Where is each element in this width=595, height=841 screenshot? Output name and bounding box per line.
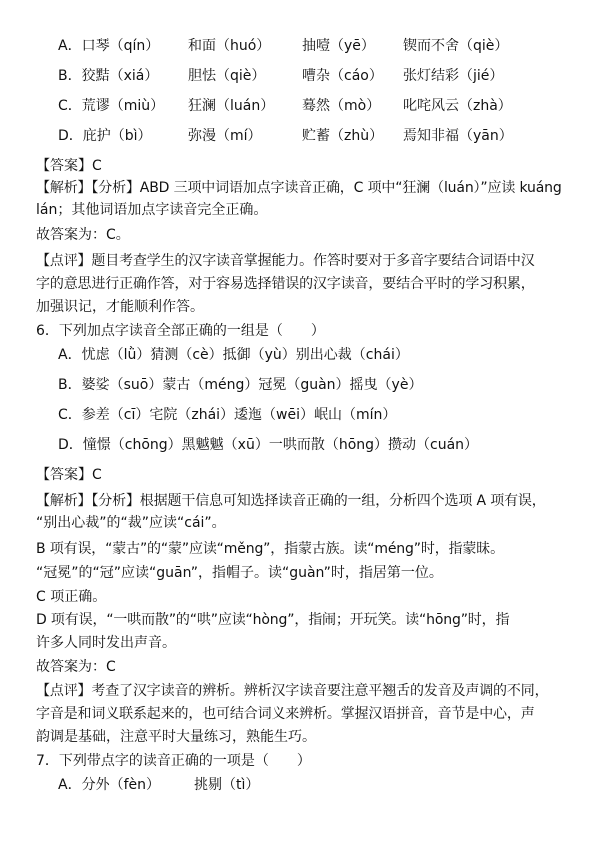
q5-c-item-1: C．荒谬（miù） — [58, 98, 165, 114]
q6-option-b: B．婆娑（suō）蒙古（méng）冠冕（guàn）摇曳（yè） — [58, 377, 423, 393]
q6-analysis-line-6: D 项有误，“一哄而散”的“哄”应读“hòng”，指闹；开玩笑。读“hōng”时，指 — [36, 612, 510, 628]
q5-b-item-2: 胆怯（qiè） — [188, 68, 266, 84]
q7-question: 7．下列带点字的读音正确的一项是（ ） — [36, 753, 311, 769]
q6-analysis-line-5: C 项正确。 — [36, 589, 107, 605]
q6-question: 6．下列加点字读音全部正确的一组是（ ） — [36, 323, 325, 339]
q7-a-item-1: A．分外（fèn） — [58, 777, 160, 793]
q6-comment-line-2: 字音是和词义联系起来的，也可结合词义来辨析。掌握汉语拼音，音节是中心，声 — [36, 706, 535, 722]
q5-analysis-line-1: 【解析】【分析】ABD 三项中词语加点字读音正确，C 项中“狂澜（luán）”应读 kuáng — [36, 180, 562, 196]
q7-a-item-2: 挑剔（tì） — [194, 777, 260, 793]
q6-option-a: A．忧虑（lǜ）猜测（cè）抵御（yù）别出心裁（chái） — [58, 347, 409, 363]
q5-b-item-3: 嘈杂（cáo） — [302, 68, 383, 84]
q5-comment-line-3: 加强识记，才能顺利作答。 — [36, 299, 204, 315]
q5-b-item-4: 张灯结彩（jié） — [403, 68, 504, 84]
q6-conclusion: 故答案为：C — [36, 659, 116, 675]
q5-analysis-line-2: lán；其他词语加点字读音完全正确。 — [36, 202, 268, 218]
q6-comment-line-1: 【点评】考查了汉字读音的辨析。辨析汉字读音要注意平翘舌的发音及声调的不同， — [36, 683, 549, 699]
q5-comment-line-2: 字的意思进行正确作答，对于容易选择错误的汉字读音，要结合平时的学习积累， — [36, 276, 535, 292]
q5-b-item-1: B．狡黠（xiá） — [58, 68, 159, 84]
q5-a-item-4: 锲而不舍（qiè） — [403, 38, 509, 54]
q6-analysis-line-3: B 项有误，“蒙古”的“蒙”应读“měng”，指蒙古族。读“méng”时，指蒙昧。 — [36, 541, 504, 557]
q6-answer: 【答案】C — [36, 467, 102, 483]
q5-comment-line-1: 【点评】题目考查学生的汉字读音掌握能力。作答时要对于多音字要结合词语中汉 — [36, 253, 535, 269]
q6-comment-line-3: 韵调是基础，注意平时大量练习，熟能生巧。 — [36, 729, 316, 745]
q6-analysis-line-7: 许多人同时发出声音。 — [36, 635, 176, 651]
q6-analysis-line-4: “冠冕”的“冠”应读“guān”，指帽子。读“guàn”时，指居第一位。 — [36, 565, 443, 581]
q5-a-item-1: A．口琴（qín） — [58, 38, 160, 54]
q5-c-item-3: 蓦然（mò） — [302, 98, 381, 114]
q6-option-d: D．憧憬（chōng）黑魆魆（xū）一哄而散（hōng）攒动（cuán） — [58, 437, 479, 453]
q5-a-item-3: 抽噎（yē） — [302, 38, 375, 54]
q5-answer: 【答案】C — [36, 158, 102, 174]
q5-d-item-3: 贮蓄（zhù） — [302, 128, 384, 144]
q6-analysis-line-1: 【解析】【分析】根据题干信息可知选择读音正确的一组，分析四个选项 A 项有误， — [36, 493, 546, 509]
q5-d-item-2: 弥漫（mí） — [188, 128, 262, 144]
q6-option-c: C．参差（cī）宅院（zhái）逶迤（wēi）岷山（mín） — [58, 407, 397, 423]
q5-d-item-4: 焉知非福（yān） — [403, 128, 513, 144]
q5-d-item-1: D．庇护（bì） — [58, 128, 152, 144]
q5-a-item-2: 和面（huó） — [188, 38, 271, 54]
q5-conclusion: 故答案为：C。 — [36, 227, 130, 243]
q5-c-item-4: 叱咤风云（zhà） — [403, 98, 512, 114]
q6-analysis-line-2: “别出心裁”的“裁”应读“cái”。 — [36, 515, 226, 531]
q5-c-item-2: 狂澜（luán） — [188, 98, 275, 114]
